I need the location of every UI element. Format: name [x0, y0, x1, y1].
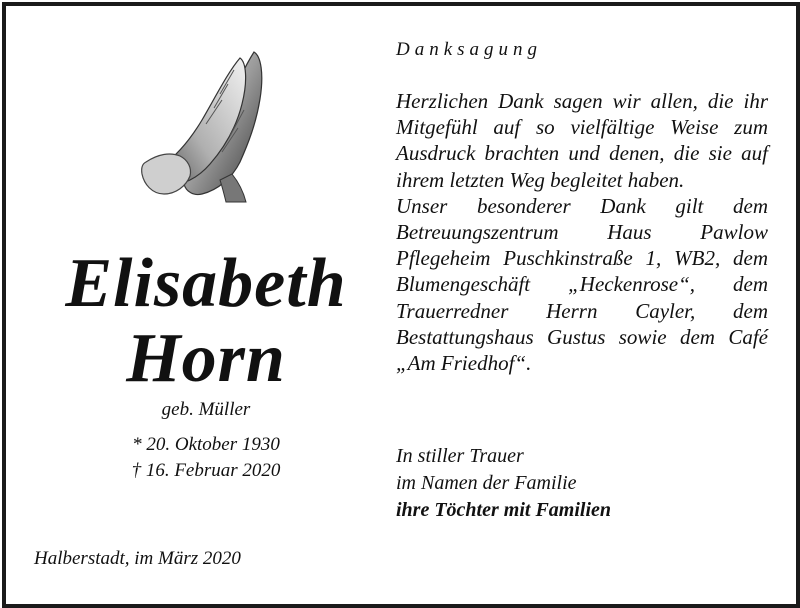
maiden-name: geb. Müller — [161, 399, 251, 420]
closing — [396, 443, 611, 524]
signature: ihre Töchter mit Familien — [396, 499, 612, 521]
deceased-first-name: Elisabeth — [65, 245, 347, 322]
birth-date: * 20. Oktober 1930 — [132, 434, 280, 455]
paragraph-2: Unser besonderer Dank gilt dem Betreuungszentrum Haus Pawlow Pflegeheim Puschkinstraße 1, WB2, dem Blumengeschäft „Heckenrose“, dem Trauerredner Herrn Cayler, dem Bestattungshaus Gustus sowie dem Café „Am Friedhof“. — [396, 193, 768, 376]
place-and-date: Halberstadt, im März 2020 — [34, 548, 241, 569]
heading: Danksagung — [396, 39, 543, 60]
closing-line-2: im Namen der Familie — [396, 472, 577, 494]
paragraph-1: Herzlichen Dank sagen wir allen, die ihr Mitgefühl auf so vielfältige Weise zum Ausdruck brachten und denen, die sie auf ihrem letzten Weg begleitet haben. — [396, 89, 768, 192]
deceased-last-name: Horn — [126, 320, 286, 397]
praying-hands-icon — [136, 44, 276, 204]
death-date: † 16. Februar 2020 — [131, 460, 281, 481]
closing-line-1: In stiller Trauer — [396, 445, 524, 467]
obituary-notice — [2, 2, 800, 608]
thanks-text — [396, 88, 768, 376]
